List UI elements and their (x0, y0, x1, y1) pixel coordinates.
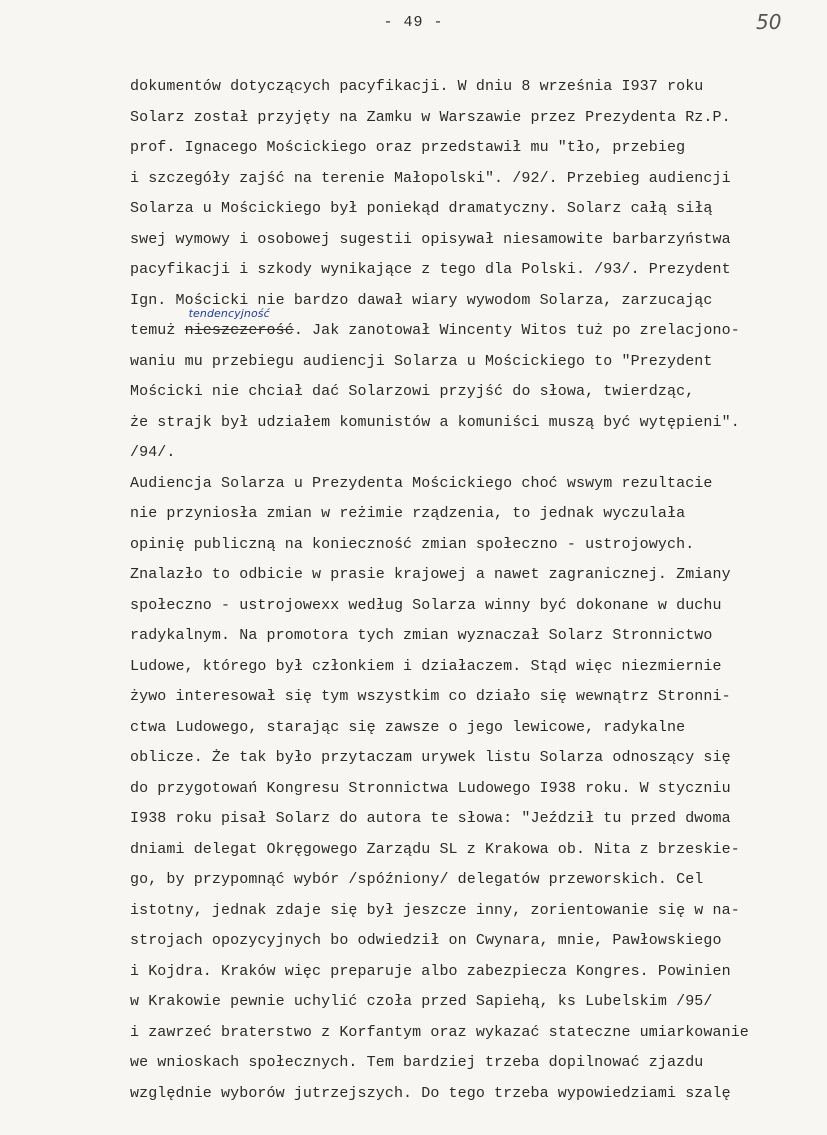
text-line: i zawrzeć braterstwo z Korfantym oraz wykazać stateczne umiarkowanie (130, 1023, 749, 1041)
struck-text: nieszczerość (184, 322, 294, 339)
text-line: Mościcki nie chciał dać Solarzowi przyjść do słowa, twierdząc, (130, 383, 695, 400)
text-line: i Kojdra. Kraków więc preparuje albo zabezpiecza Kongres. Powinien (130, 962, 731, 980)
text-segment: temuż (130, 322, 185, 339)
text-line: Ludowe, którego był członkiem i działaczem. Stąd więc niezmiernie (130, 657, 722, 675)
text-line: strojach opozycyjnych bo odwiedził on Cwynara, mnie, Pawłowskiego (130, 932, 722, 949)
text-line: że strajk był udziałem komunistów a komuniści muszą być wytępieni". (130, 413, 740, 431)
text-line: Znalazło to odbicie w prasie krajowej a nawet zagranicznej. Zmiany (130, 566, 731, 583)
text-line: i szczegóły zajść na terenie Małopolski". /92/. Przebieg audiencji (130, 169, 731, 187)
text-line: /94/. (130, 444, 176, 461)
text-line: ctwa Ludowego, starając się zawsze o jego lewicowe, radykalne (130, 718, 686, 736)
handwritten-page-number: 50 (756, 10, 782, 34)
text-line: względnie wyborów jutrzejszych. Do tego trzeba wypowiedziami szalę (130, 1084, 731, 1102)
text-line: w Krakowie pewnie uchylić czoła przed Sapiehą, ks Lubelskim /95/ (130, 993, 713, 1010)
text-line: Audiencja Solarza u Prezydenta Mościckiego choć wswym rezultacie (130, 474, 713, 492)
text-line: Solarz został przyjęty na Zamku w Warszawie przez Prezydenta Rz.P. (130, 108, 731, 126)
handwritten-correction: tendencyjność (188, 307, 270, 320)
text-line: we wnioskach społecznych. Tem bardziej trzeba dopilnować zjazdu (130, 1054, 704, 1071)
text-line: do przygotowań Kongresu Stronnictwa Ludowego I938 roku. W styczniu (130, 779, 731, 797)
text-line: radykalnym. Na promotora tych zmian wyznaczał Solarz Stronnictwo (130, 627, 713, 644)
text-line: prof. Ignacego Mościckiego oraz przedstawił mu "tło, przebieg (130, 139, 686, 156)
text-line: swej wymowy i osobowej sugestii opisywał niesamowite barbarzyństwa (130, 230, 731, 248)
text-line: dokumentów dotyczących pacyfikacji. W dniu 8 września I937 roku (130, 78, 704, 95)
text-line: Solarza u Mościckiego był poniekąd dramatyczny. Solarz całą siłą (130, 200, 713, 217)
struck-word (184, 307, 294, 339)
text-line: żywo interesował się tym wszystkim co działo się wewnątrz Stronni- (130, 688, 731, 705)
text-line: dniami delegat Okręgowego Zarządu SL z Krakowa ob. Nita z brzeskie- (130, 840, 740, 858)
text-line: społeczno - ustrojowexx według Solarza winny być dokonane w duchu (130, 596, 722, 614)
text-line: pacyfikacji i szkody wynikające z tego dla Polski. /93/. Prezydent (130, 261, 731, 278)
text-segment: . Jak zanotował Wincenty Witos tuż po zrelacjono- (293, 322, 740, 339)
text-line: istotny, jednak zdaje się był jeszcze inny, zorientowanie się w na- (130, 901, 740, 919)
page-number: - 49 - (383, 14, 444, 31)
text-line: opinię publiczną na konieczność zmian społeczno - ustrojowych. (130, 535, 695, 553)
text-line: Ign. Mościcki nie bardzo dawał wiary wywodom Solarza, zarzucając (130, 291, 713, 309)
text-line: I938 roku pisał Solarz do autora te słowa: "Jeździł tu przed dwoma (130, 810, 731, 827)
body-text (130, 72, 826, 1109)
text-line (130, 307, 826, 347)
text-line: waniu mu przebiegu audiencji Solarza u Mościckiego to "Prezydent (130, 352, 713, 370)
text-line: oblicze. Że tak było przytaczam urywek listu Solarza odnoszący się (130, 749, 731, 766)
text-line: nie przyniosła zmian w reżimie rządzenia, to jednak wyczulała (130, 505, 686, 522)
text-line: go, by przypomnąć wybór /spóźniony/ delegatów przeworskich. Cel (130, 871, 704, 888)
